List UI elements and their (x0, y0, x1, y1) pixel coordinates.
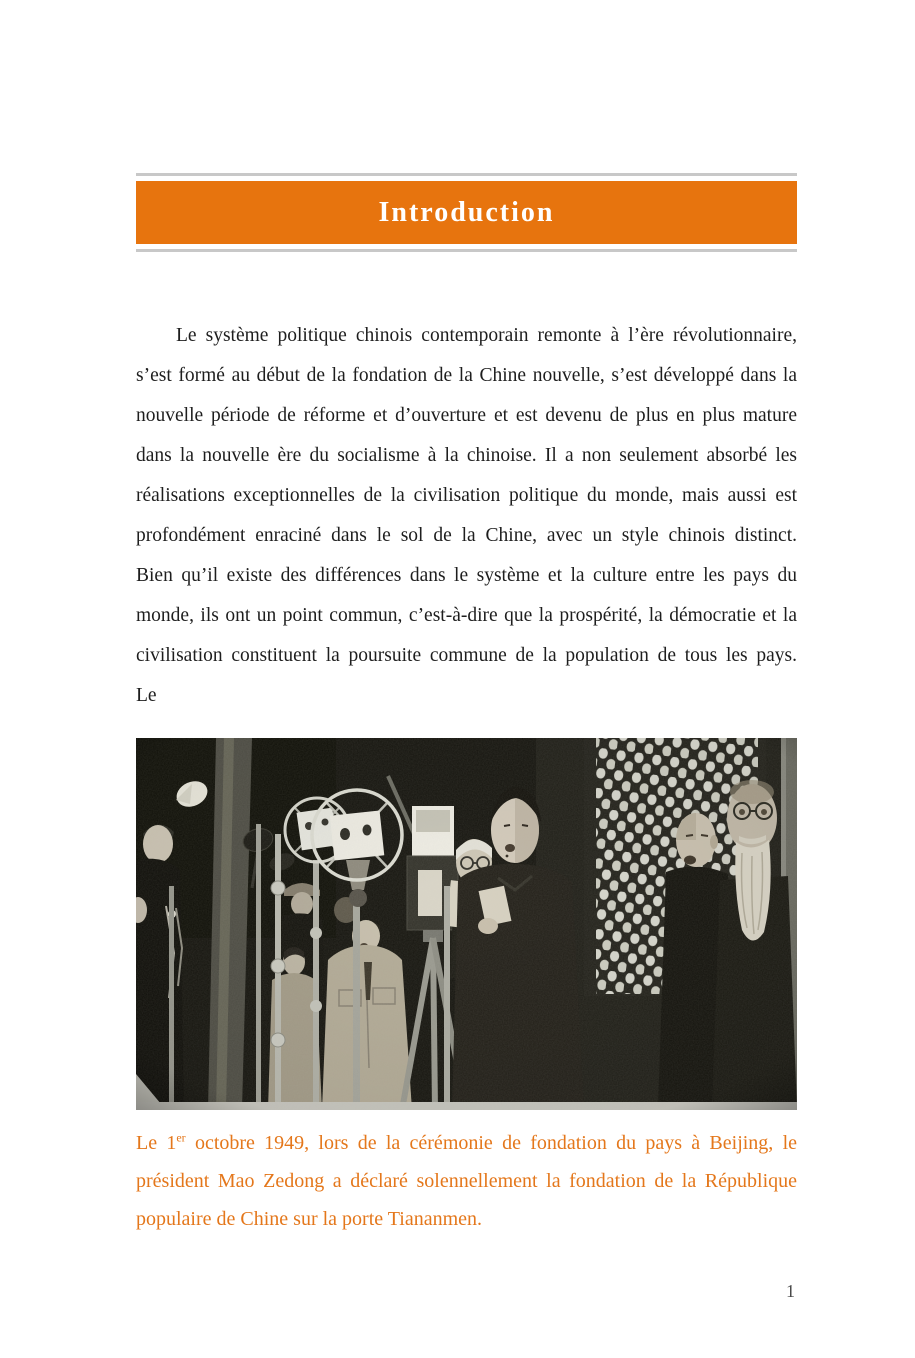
page-number: 1 (786, 1281, 795, 1301)
page-title: Introduction (378, 196, 555, 228)
top-rule (136, 173, 797, 176)
bottom-rule (136, 249, 797, 252)
body-paragraph: Le système politique chinois contemporain remonte à l’ère révolutionnaire, s’est formé au début de la fondation de la Chine nouvelle, s’est développé dans la nouvelle période de réforme et d’ouverture et est devenu de plus en plus mature dans la nouvelle ère du socialisme à la chinoise. Il a non seulement absorbé les réalisations exceptionnelles de la civilisation politique du monde, mais aussi est profondément enraciné dans le sol de la Chine, avec un style chinois distinct. Bien qu’il existe des différences dans le système et la culture entre les pays du monde, ils ont un point commun, c’est-à-dire que la prospérité, la démocratie et la civilisation constituent la poursuite commune de la population de tous les pays. Le (136, 325, 797, 706)
caption-prefix: Le 1 (136, 1132, 177, 1154)
figure-block (136, 738, 797, 1110)
figure-caption (136, 1124, 797, 1238)
chapter-banner (136, 181, 797, 244)
caption-rest: octobre 1949, lors de la cérémonie de fondation du pays à Beijing, le président Mao Zedong a déclaré solennellement la fondation de la République populaire de Chine sur la porte Tiananmen. (136, 1132, 798, 1230)
caption-superscript: er (176, 1130, 186, 1145)
vignette (136, 738, 797, 1110)
founding-ceremony-photo (136, 738, 797, 1110)
